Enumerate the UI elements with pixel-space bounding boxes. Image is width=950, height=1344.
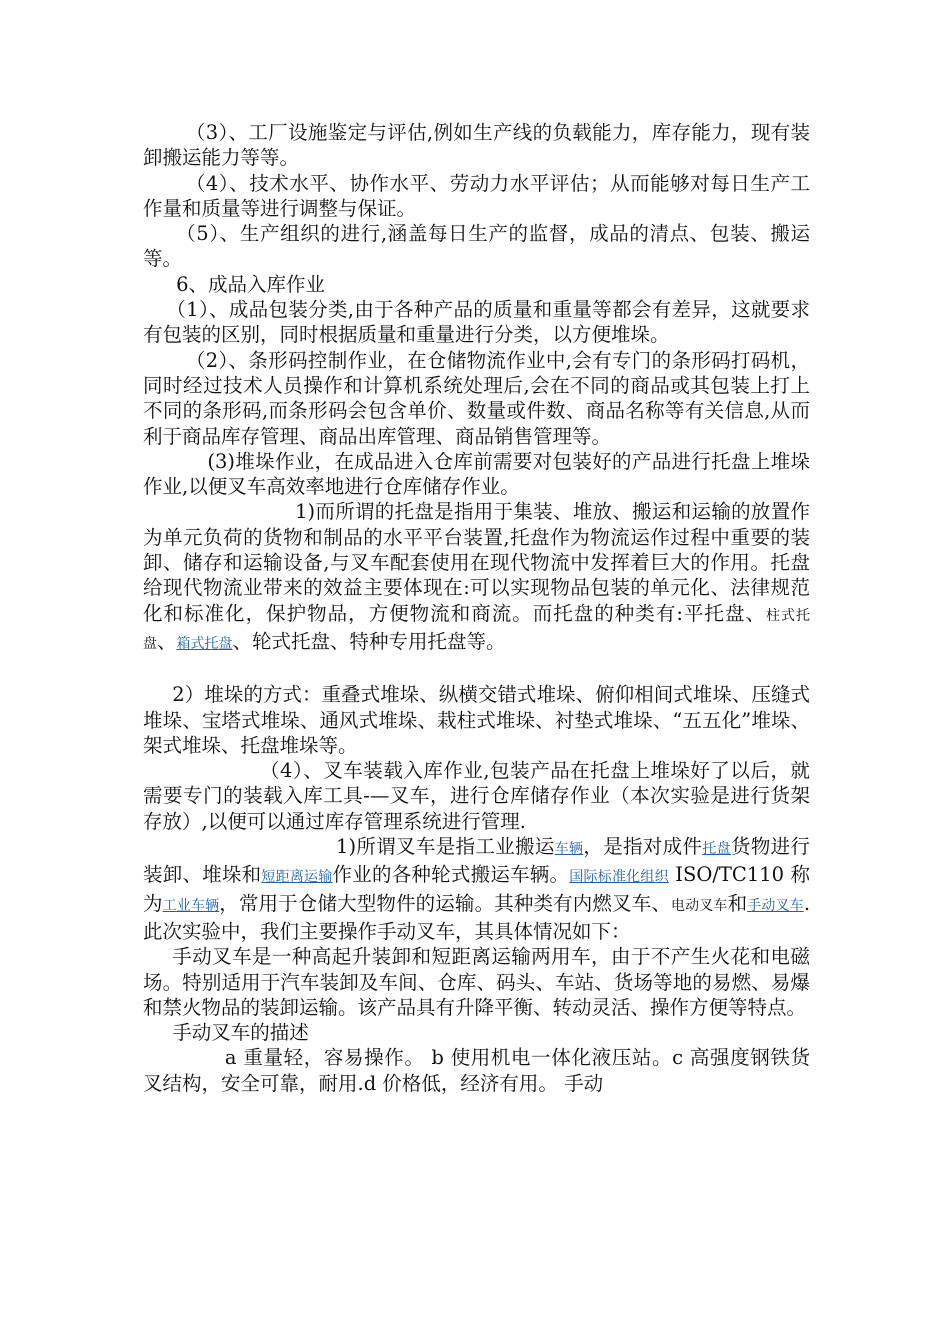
box-pallet-link[interactable]: 箱式托盘 [176,635,233,652]
pallet-link[interactable]: 托盘 [702,841,732,858]
paragraph-barcode-control: （2）、条形码控制作业，在仓储物流作业中,会有专门的条形码打码机，同时经过技术人员操作和计算机系统处理后,会在不同的商品或其包装上打上不同的条形码,而条形码会包含单价、数量或件数、商品名称等有关信息,从而利于商品库存管理、商品出库管理、商品销售管理等。 [143,348,810,448]
paragraph-factory-evaluation: （3）、工厂设施鉴定与评估,例如生产线的负载能力，库存能力，现有装卸搬运能力等等。 [143,121,810,170]
paragraph-manual-forklift-heading: 手动叉车的描述 [172,1021,309,1045]
paragraph-production-organization: （5）、生产组织的进行,涵盖每日生产的监督，成品的清点、包装、搬运等。 [143,222,810,271]
forklift-text-4: 作业的各种轮式搬运车辆。 [332,863,570,887]
pillar-pallet-text: 柱式托盘 [143,607,810,652]
forklift-text-6: ，常用于仓储大型物件的运输。其种类有内燃叉车、 [219,891,671,915]
paragraph-packaging-classification: （1）、成品包装分类,由于各种产品的质量和重量等都会有差异，这就要求有包装的区别，同时根据质量和重量进行分类，以方便堆垛。 [143,298,810,347]
document-body [143,120,810,1096]
paragraph-skill-evaluation: （4）、技术水平、协作水平、劳动力水平评估；从而能够对每日生产工作量和质量等进行调整与保证。 [143,171,810,220]
manual-forklift-link[interactable]: 手动叉车 [747,897,804,914]
electric-forklift-text: 电动叉车 [671,897,728,914]
forklift-text-7: 和 [727,891,748,915]
industrial-vehicle-link[interactable]: 工业车辆 [162,897,220,914]
paragraph-pallet-definition [143,499,810,657]
paragraph-stacking-methods: 2）堆垛的方式：重叠式堆垛、纵横交错式堆垛、俯仰相间式堆垛、压缝式堆垛、宝塔式堆垛、通风式堆垛、栽柱式堆垛、衬垫式堆垛、“五五化”堆垛、架式堆垛、托盘堆垛等。 [143,683,810,757]
paragraph-forklift-definition [143,834,810,944]
forklift-text-5: ISO/TC110 称为 [143,863,810,915]
paragraph-manual-forklift: 手动叉车是一种高起升装卸和短距离运输两用车，由于不产生火花和电磁场。特别适用于汽车装卸及车间、仓库、码头、车站、货场等地的易燃、易爆和禁火物品的装卸运输。该产品具有升降平衡、转动灵活、操作方便等特点。 [143,945,810,1019]
paragraph-gap [143,657,810,682]
vehicle-link[interactable]: 车辆 [554,841,584,858]
forklift-text-8: .此次实验中，我们主要操作手动叉车，其具体情况如下： [143,891,811,943]
paragraph-stacking-operation: (3)堆垛作业，在成品进入仓库前需要对包装好的产品进行托盘上堆垛作业,以便叉车高效率地进行仓库储存作业。 [143,449,810,499]
forklift-text-3: 货物进行装卸、堆垛和 [143,835,811,887]
section-heading-warehousing: 6、成品入库作业 [176,272,326,296]
separator: 、 [157,629,177,653]
paragraph-forklift-loading: （4）、叉车装载入库作业,包装产品在托盘上堆垛好了以后，就需要专门的装载入库工具-—叉车，进行仓库储存作业（本次实验是进行货架存放）,以便可以通过库存管理系统进行管理. [143,759,810,833]
pallet-tail-text: 、轮式托盘、特种专用托盘等。 [232,629,506,653]
forklift-text-2: ，是指对成件 [583,835,703,859]
pallet-text: 1)而所谓的托盘是指用于集装、堆放、搬运和运输的放置作为单元负荷的货物和制品的水平平台装置,托盘作为物流运作过程中重要的装卸、储存和运输设备,与叉车配套使用在现代物流中发挥着巨大的作用。托盘给现代物流业带来的效益主要体现在:可以实现物品包装的单元化、法律规范化和标准化，保护物品，方便物流和商流。而托盘的种类有:平托盘、 [143,500,810,625]
forklift-text-1: 1)所谓叉车是指工业搬运 [336,835,555,859]
short-distance-transport-link[interactable]: 短距离运输 [261,869,333,886]
paragraph-manual-forklift-features: a 重量轻，容易操作。 b 使用机电一体化液压站。c 高强度钢铁货叉结构，安全可靠，耐用.d 价格低，经济有用。 手动 [143,1046,810,1095]
iso-organization-link[interactable]: 国际标准化组织 [569,869,669,886]
